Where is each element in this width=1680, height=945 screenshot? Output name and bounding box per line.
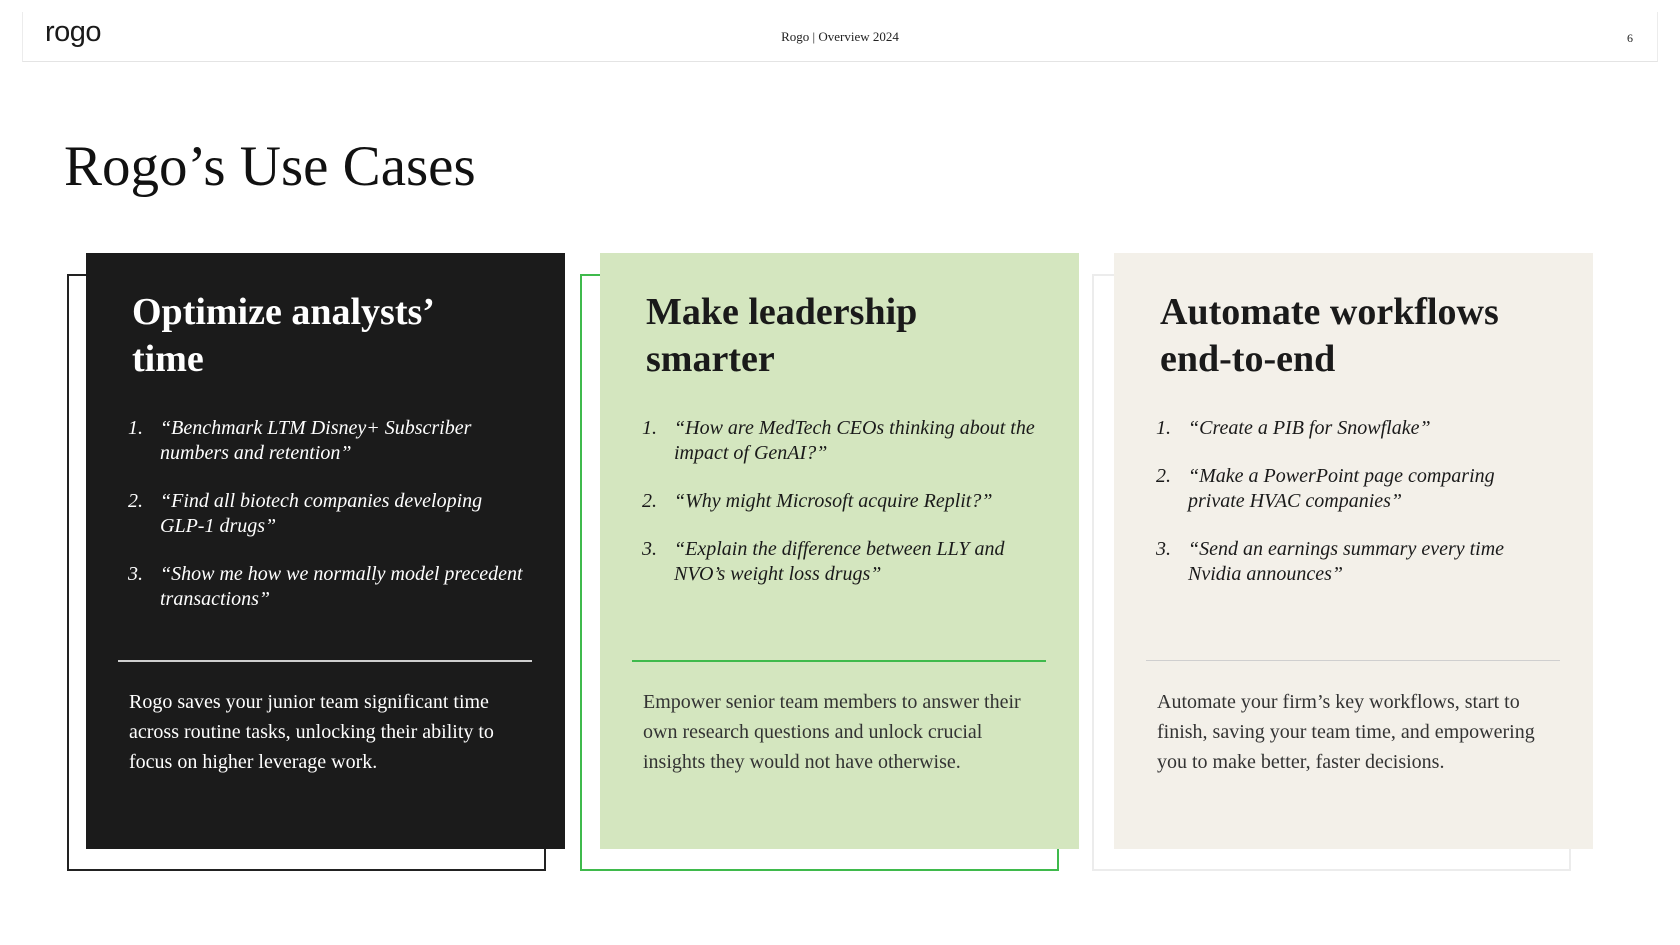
rogo-logo: rogo bbox=[45, 16, 102, 48]
example-question bbox=[642, 537, 1042, 587]
card-title-line: time bbox=[132, 338, 204, 380]
example-question-list bbox=[642, 416, 1042, 610]
example-question bbox=[128, 416, 528, 466]
question-number: 1. bbox=[128, 417, 143, 439]
card-title-line: smarter bbox=[646, 338, 775, 380]
card-title-line: end-to-end bbox=[1160, 338, 1336, 380]
example-question bbox=[642, 416, 1042, 466]
example-question bbox=[128, 489, 528, 539]
page-number: 6 bbox=[1627, 31, 1633, 45]
example-question bbox=[128, 562, 528, 612]
slide-header bbox=[22, 12, 1658, 62]
card-title bbox=[1160, 289, 1560, 383]
use-case-card-automate-workflows bbox=[1114, 253, 1593, 849]
card-title-line: Optimize analysts’ bbox=[132, 291, 435, 333]
use-case-card-optimize-analysts bbox=[86, 253, 565, 849]
question-text: “Benchmark LTM Disney+ Subscriber numbers and retention” bbox=[160, 417, 472, 464]
header-title: Rogo | Overview 2024 bbox=[781, 29, 899, 44]
example-question bbox=[1156, 464, 1556, 514]
question-number: 3. bbox=[1156, 538, 1171, 560]
question-number: 1. bbox=[1156, 417, 1171, 439]
example-question bbox=[1156, 537, 1556, 587]
question-text: “Explain the difference between LLY and NVO’s weight loss drugs” bbox=[674, 538, 1005, 585]
example-question bbox=[1156, 416, 1556, 441]
example-question-list bbox=[1156, 416, 1556, 610]
example-question-list bbox=[128, 416, 528, 635]
question-text: “How are MedTech CEOs thinking about the impact of GenAI?” bbox=[674, 417, 1035, 464]
card-title-line: Automate workflows bbox=[1160, 291, 1499, 333]
question-number: 3. bbox=[128, 563, 143, 585]
question-text: “Find all biotech companies developing GLP-1 drugs” bbox=[160, 490, 483, 537]
card-title bbox=[132, 289, 532, 383]
question-text: “Create a PIB for Snowflake” bbox=[1188, 417, 1431, 439]
question-number: 2. bbox=[128, 490, 143, 512]
card-divider bbox=[1146, 660, 1560, 661]
question-text: “Send an earnings summary every time Nvidia announces” bbox=[1188, 538, 1505, 585]
card-title-line: Make leadership bbox=[646, 291, 918, 333]
use-case-card-leadership bbox=[600, 253, 1079, 849]
question-text: “Why might Microsoft acquire Replit?” bbox=[674, 490, 993, 512]
card-description: Rogo saves your junior team significant time across routine tasks, unlocking their ability to focus on higher leverage work. bbox=[129, 691, 494, 773]
question-number: 2. bbox=[1156, 465, 1171, 487]
card-description: Empower senior team members to answer their own research questions and unlock crucial insights they would not have otherwise. bbox=[643, 691, 1021, 773]
card-divider bbox=[632, 660, 1046, 662]
question-text: “Make a PowerPoint page comparing private HVAC companies” bbox=[1188, 465, 1495, 512]
card-title bbox=[646, 289, 1046, 383]
card-divider bbox=[118, 660, 532, 662]
question-text: “Show me how we normally model precedent transactions” bbox=[160, 563, 523, 610]
page-title: Rogo’s Use Cases bbox=[64, 135, 476, 198]
question-number: 2. bbox=[642, 490, 657, 512]
card-description: Automate your firm’s key workflows, start to finish, saving your team time, and empowering you to make better, faster decisions. bbox=[1157, 691, 1535, 773]
question-number: 3. bbox=[642, 538, 657, 560]
example-question bbox=[642, 489, 1042, 514]
question-number: 1. bbox=[642, 417, 657, 439]
